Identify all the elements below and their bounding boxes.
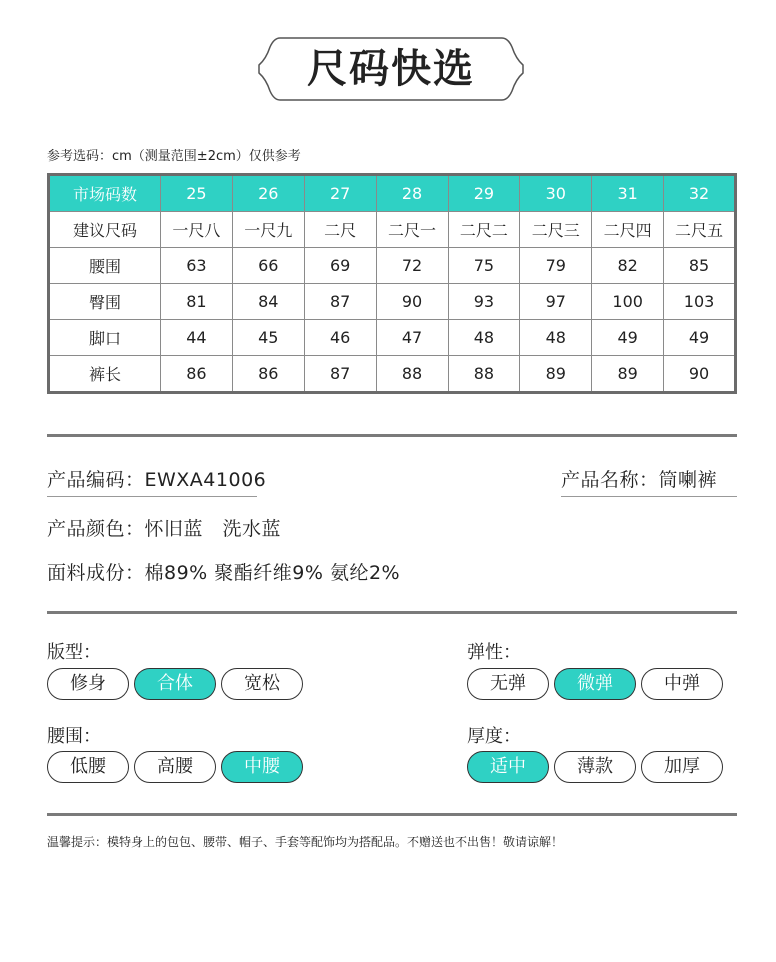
table-cell: 63 — [161, 248, 233, 284]
footer-note: 温馨提示：模特身上的包包、腰带、帽子、手套等配饰均为搭配品。不赠送也不出售！敬请谅解！ — [47, 835, 564, 849]
table-cell: 一尺八 — [161, 212, 233, 248]
table-cell: 81 — [161, 284, 233, 320]
fit-option[interactable]: 合体 — [134, 668, 216, 700]
table-cell: 90 — [664, 356, 736, 393]
size-header-cell: 29 — [448, 175, 520, 212]
table-row — [49, 320, 736, 356]
stretch-label: 弹性： — [467, 642, 521, 663]
table-cell: 48 — [448, 320, 520, 356]
table-cell: 二尺三 — [520, 212, 592, 248]
table-row — [49, 356, 736, 393]
waist-option[interactable]: 低腰 — [47, 751, 129, 783]
waist-option[interactable]: 高腰 — [134, 751, 216, 783]
fit-option[interactable]: 宽松 — [221, 668, 303, 700]
thickness-option[interactable]: 加厚 — [641, 751, 723, 783]
table-row — [49, 284, 736, 320]
table-header-row — [49, 175, 736, 212]
table-cell: 86 — [232, 356, 304, 393]
size-header-cell: 32 — [664, 175, 736, 212]
stretch-option[interactable]: 微弹 — [554, 668, 636, 700]
table-cell: 72 — [376, 248, 448, 284]
row-label: 建议尺码 — [49, 212, 161, 248]
table-cell: 二尺五 — [664, 212, 736, 248]
table-cell: 93 — [448, 284, 520, 320]
size-header-cell: 27 — [304, 175, 376, 212]
product-code: 产品编码：EWXA41006 — [47, 469, 267, 491]
thickness-label: 厚度： — [467, 726, 521, 747]
size-header-cell: 30 — [520, 175, 592, 212]
table-cell: 85 — [664, 248, 736, 284]
table-cell: 90 — [376, 284, 448, 320]
row-label: 臀围 — [49, 284, 161, 320]
fit-label: 版型： — [47, 642, 101, 663]
table-cell: 82 — [592, 248, 664, 284]
product-name: 产品名称：筒喇裤 — [561, 469, 718, 491]
size-header-cell: 25 — [161, 175, 233, 212]
divider — [47, 434, 737, 437]
row-label: 腰围 — [49, 248, 161, 284]
product-fabric: 面料成份：棉89% 聚酯纤维9% 氨纶2% — [47, 562, 401, 584]
table-cell: 48 — [520, 320, 592, 356]
page-title: 尺码快选 — [307, 46, 475, 92]
table-row — [49, 212, 736, 248]
table-cell: 46 — [304, 320, 376, 356]
table-cell: 89 — [592, 356, 664, 393]
size-table — [47, 173, 737, 394]
waist-label: 腰围： — [47, 726, 101, 747]
table-cell: 87 — [304, 356, 376, 393]
table-cell: 二尺二 — [448, 212, 520, 248]
table-cell: 45 — [232, 320, 304, 356]
table-cell: 75 — [448, 248, 520, 284]
title-banner — [258, 37, 524, 101]
table-cell: 88 — [448, 356, 520, 393]
table-cell: 47 — [376, 320, 448, 356]
product-code-underline — [47, 496, 257, 497]
reference-note: 参考选码：cm（测量范围±2cm）仅供参考 — [47, 149, 301, 164]
table-cell: 二尺一 — [376, 212, 448, 248]
table-cell: 二尺四 — [592, 212, 664, 248]
divider — [47, 813, 737, 816]
table-cell: 二尺 — [304, 212, 376, 248]
stretch-option[interactable]: 无弹 — [467, 668, 549, 700]
table-cell: 69 — [304, 248, 376, 284]
table-cell: 84 — [232, 284, 304, 320]
stretch-option[interactable]: 中弹 — [641, 668, 723, 700]
table-cell: 86 — [161, 356, 233, 393]
table-cell: 49 — [664, 320, 736, 356]
table-cell: 89 — [520, 356, 592, 393]
waist-option[interactable]: 中腰 — [221, 751, 303, 783]
table-cell: 79 — [520, 248, 592, 284]
row-label: 脚口 — [49, 320, 161, 356]
table-cell: 一尺九 — [232, 212, 304, 248]
divider — [47, 611, 737, 614]
table-cell: 88 — [376, 356, 448, 393]
thickness-option[interactable]: 薄款 — [554, 751, 636, 783]
table-cell: 44 — [161, 320, 233, 356]
table-cell: 100 — [592, 284, 664, 320]
fit-option[interactable]: 修身 — [47, 668, 129, 700]
row-label: 裤长 — [49, 356, 161, 393]
product-color: 产品颜色：怀旧蓝 洗水蓝 — [47, 518, 282, 540]
product-name-underline — [561, 496, 737, 497]
size-header-cell: 26 — [232, 175, 304, 212]
table-cell: 49 — [592, 320, 664, 356]
table-header-label: 市场码数 — [49, 175, 161, 212]
table-cell: 103 — [664, 284, 736, 320]
size-header-cell: 31 — [592, 175, 664, 212]
table-cell: 87 — [304, 284, 376, 320]
thickness-option[interactable]: 适中 — [467, 751, 549, 783]
table-row — [49, 248, 736, 284]
table-cell: 97 — [520, 284, 592, 320]
table-cell: 66 — [232, 248, 304, 284]
size-header-cell: 28 — [376, 175, 448, 212]
